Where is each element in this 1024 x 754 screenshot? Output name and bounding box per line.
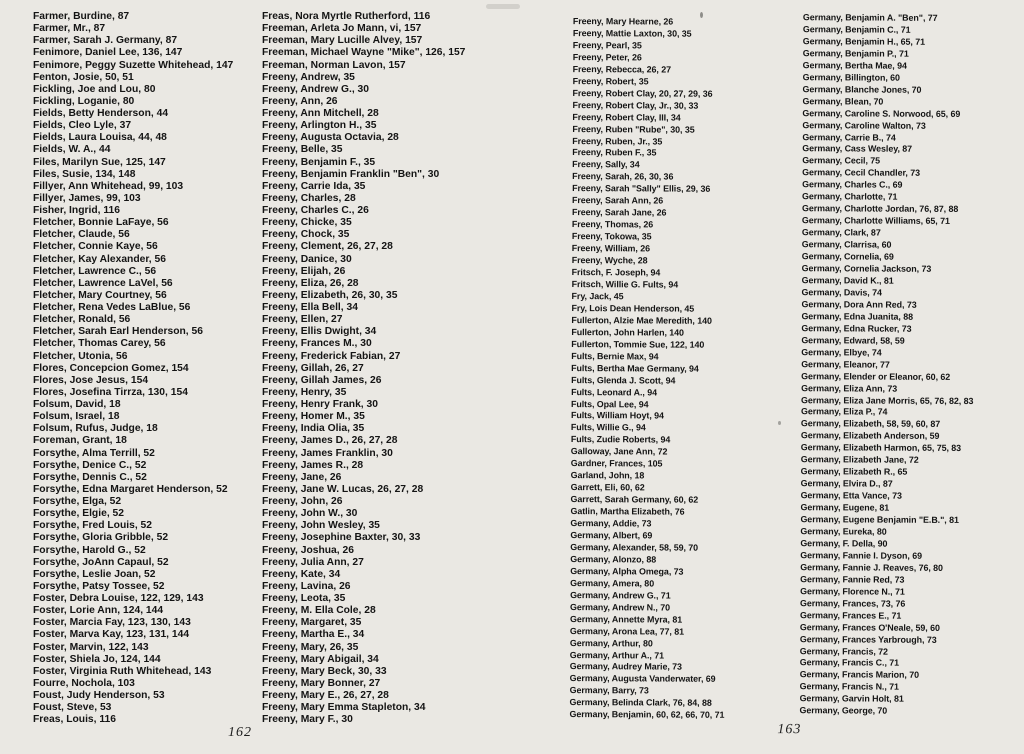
index-entry: Germany, Dora Ann Red, 73 xyxy=(801,299,917,310)
index-entry: Freeny, Danice, 30 xyxy=(262,253,352,265)
index-entry: Freeny, Clement, 26, 27, 28 xyxy=(262,241,393,253)
index-entry: Fletcher, Bonnie LaFaye, 56 xyxy=(33,217,169,229)
index-entry: Germany, Addie, 73 xyxy=(570,518,652,529)
index-entry: Freeny, Mary Emma Stapleton, 34 xyxy=(262,702,426,714)
index-entry: Fry, Lois Dean Henderson, 45 xyxy=(571,302,695,314)
index-entry: Forsythe, Alma Terrill, 52 xyxy=(33,447,155,459)
index-entry: Germany, Florence N., 71 xyxy=(800,585,905,597)
index-entry: Fillyer, Ann Whitehead, 99, 103 xyxy=(33,180,184,192)
index-entry: Freeny, Gillah, 26, 27 xyxy=(262,362,364,374)
index-entry: Germany, Carrie B., 74 xyxy=(802,131,896,143)
index-entry: Germany, Frances Yarbrough, 73 xyxy=(799,633,937,645)
index-entry: Germany, Cecil, 75 xyxy=(802,155,881,167)
index-entry: Forsythe, Fred Louis, 52 xyxy=(33,520,153,532)
index-entry: Freeny, Andrew, 35 xyxy=(262,71,355,83)
index-entry: Foster, Marva Kay, 123, 131, 144 xyxy=(33,629,190,641)
index-entry: Germany, Edna Juanita, 88 xyxy=(801,311,914,322)
index-entry: Germany, Elizabeth Harmon, 65, 75, 83 xyxy=(800,442,962,454)
index-entry: Freeny, Sarah Ann, 26 xyxy=(571,195,664,206)
index-entry: Freeny, Josephine Baxter, 30, 33 xyxy=(262,532,421,544)
index-entry: Farmer, Sarah J. Germany, 87 xyxy=(33,35,178,47)
index-entry: Fillyer, James, 99, 103 xyxy=(33,192,141,204)
index-entry: Freeny, James Franklin, 30 xyxy=(262,447,393,459)
index-entry: Germany, Charles C., 69 xyxy=(802,179,903,191)
index-entry: Germany, Caroline S. Norwood, 65, 69 xyxy=(802,107,961,119)
index-entry: Foster, Virginia Ruth Whitehead, 143 xyxy=(33,665,212,677)
index-entry: Garrett, Sarah Germany, 60, 62 xyxy=(570,494,699,505)
index-entry: Fullerton, Alzie Mae Meredith, 140 xyxy=(571,314,712,326)
index-entry: Fickling, Loganie, 80 xyxy=(33,95,135,107)
index-entry: Freeny, Mary, 26, 35 xyxy=(262,641,359,653)
index-entry: Freeny, Margaret, 35 xyxy=(262,617,362,629)
index-entry: Germany, Elizabeth, 58, 59, 60, 87 xyxy=(800,418,941,430)
index-entry: Freeny, Jane W. Lucas, 26, 27, 28 xyxy=(262,483,424,495)
index-entry: Freeny, Mary E., 26, 27, 28 xyxy=(262,690,389,701)
index-entry: Fickling, Joe and Lou, 80 xyxy=(33,83,156,95)
index-entry: Fults, Glenda J. Scott, 94 xyxy=(571,374,676,386)
index-entry: Fletcher, Claude, 56 xyxy=(33,229,130,241)
index-entry: Fields, Cleo Lyle, 37 xyxy=(33,120,132,132)
index-entry: Freeny, Charles, 28 xyxy=(262,192,356,204)
index-entry: Fletcher, Ronald, 56 xyxy=(33,314,131,326)
index-entry: Freeny, M. Ella Cole, 28 xyxy=(262,605,376,617)
index-entry: Freeny, Julia Ann, 27 xyxy=(262,556,364,568)
index-entry: Fletcher, Lawrence LaVel, 56 xyxy=(33,277,173,289)
index-entry: Freeny, Belle, 35 xyxy=(262,144,343,156)
index-entry: Germany, Frances E., 71 xyxy=(799,609,902,621)
index-entry: Forsythe, Dennis C., 52 xyxy=(33,471,147,483)
index-entry: Germany, Cornelia Jackson, 73 xyxy=(801,263,932,274)
index-entry: Germany, Clarrisa, 60 xyxy=(801,239,892,250)
index-entry: Fletcher, Mary Courtney, 56 xyxy=(33,289,167,301)
index-entry: Farmer, Mr., 87 xyxy=(33,23,106,35)
index-entry: Forsythe, Elga, 52 xyxy=(33,496,122,507)
index-entry: Germany, Eureka, 80 xyxy=(800,526,887,537)
index-entry: Germany, Cornelia, 69 xyxy=(801,251,894,262)
index-entry: Foreman, Grant, 18 xyxy=(33,435,127,447)
index-entry: Freeny, Ruben "Rube", 30, 35 xyxy=(572,123,695,135)
index-entry: Freeny, Chock, 35 xyxy=(262,229,350,241)
index-entry: Freeny, Thomas, 26 xyxy=(571,219,654,230)
index-entry: Germany, Edna Rucker, 73 xyxy=(801,322,912,334)
index-entry: Freeman, Arleta Jo Mann, vi, 157 xyxy=(262,23,422,35)
index-entry: Forsythe, Denice C., 52 xyxy=(33,459,147,471)
index-entry: Freeny, William, 26 xyxy=(571,243,651,254)
index-entry: Germany, Charlotte, 71 xyxy=(802,191,898,202)
index-entry: Foster, Lorie Ann, 124, 144 xyxy=(33,605,164,617)
index-entry: Germany, Arthur, 80 xyxy=(569,637,653,649)
index-entry: Freeny, Ella Bell, 34 xyxy=(262,302,358,313)
index-entry: Freeny, Ellen, 27 xyxy=(262,314,343,326)
index-entry: Foust, Judy Henderson, 53 xyxy=(33,690,165,701)
index-entry: Garrett, Eli, 60, 62 xyxy=(570,482,645,493)
index-column-4 xyxy=(799,12,975,718)
index-entry: Fletcher, Rena Vedes LaBlue, 56 xyxy=(33,302,191,313)
index-entry: Forsythe, Leslie Joan, 52 xyxy=(33,568,156,580)
index-entry: Germany, Cecil Chandler, 73 xyxy=(802,167,921,179)
index-entry: Germany, George, 70 xyxy=(799,705,888,716)
index-entry: Freeny, India Olia, 35 xyxy=(262,423,365,435)
index-entry: Freeny, Ruben, Jr., 35 xyxy=(572,135,663,147)
index-entry: Freeny, Ruben F., 35 xyxy=(572,147,657,158)
index-entry: Germany, Audrey Marie, 73 xyxy=(569,661,682,673)
index-entry: Germany, Francis, 72 xyxy=(799,645,888,657)
index-entry: Freeny, James D., 26, 27, 28 xyxy=(262,435,398,447)
index-entry: Fults, Opal Lee, 94 xyxy=(571,398,649,409)
index-entry: Germany, Benjamin, 60, 62, 66, 70, 71 xyxy=(569,709,725,721)
index-entry: Germany, Alpha Omega, 73 xyxy=(570,565,684,577)
index-entry: Fields, Betty Henderson, 44 xyxy=(33,108,169,119)
index-entry: Freeny, Eliza, 26, 28 xyxy=(262,277,359,289)
index-entry: Freeny, Frances M., 30 xyxy=(262,338,372,350)
index-entry: Fenimore, Daniel Lee, 136, 147 xyxy=(33,47,183,59)
index-entry: Flores, Josefina Tirrza, 130, 154 xyxy=(33,386,188,398)
index-entry: Freeny, Jane, 26 xyxy=(262,471,342,483)
index-entry: Freeny, Homer M., 35 xyxy=(262,411,365,423)
index-entry: Germany, Blanche Jones, 70 xyxy=(802,83,922,95)
index-entry: Fritsch, Willie G. Fults, 94 xyxy=(571,279,679,290)
index-entry: Fletcher, Connie Kaye, 56 xyxy=(33,241,158,253)
index-entry: Germany, Davis, 74 xyxy=(801,287,882,298)
index-entry: Freeny, John Wesley, 35 xyxy=(262,520,380,532)
index-entry: Fults, Zudie Roberts, 94 xyxy=(570,434,671,445)
index-entry: Germany, F. Della, 90 xyxy=(800,538,888,549)
index-entry: Files, Marilyn Sue, 125, 147 xyxy=(33,156,166,168)
index-entry: Germany, Clark, 87 xyxy=(801,227,881,238)
page-number-163: 163 xyxy=(777,722,802,738)
index-entry: Germany, Elbye, 74 xyxy=(801,346,882,358)
index-entry: Gardner, Frances, 105 xyxy=(570,458,663,469)
index-entry: Freeman, Michael Wayne "Mike", 126, 157 xyxy=(262,47,466,59)
index-entry: Fletcher, Thomas Carey, 56 xyxy=(33,338,166,350)
index-entry: Freeny, Pearl, 35 xyxy=(572,39,642,51)
index-entry: Freeny, Carrie Ida, 35 xyxy=(262,180,366,192)
index-entry: Freeny, Gillah James, 26 xyxy=(262,374,382,386)
index-entry: Germany, Charlotte Jordan, 76, 87, 88 xyxy=(801,203,959,215)
index-entry: Germany, Arona Lea, 77, 81 xyxy=(569,625,685,637)
index-entry: Germany, Francis Marion, 70 xyxy=(799,669,920,681)
index-entry: Germany, Arthur A., 71 xyxy=(569,649,665,661)
index-entry: Forsythe, JoAnn Capaul, 52 xyxy=(33,556,169,568)
index-entry: Germany, Benjamin H., 65, 71 xyxy=(802,36,926,47)
index-entry: Germany, Eleanor, 77 xyxy=(801,358,890,370)
index-entry: Freeny, Benjamin Franklin "Ben", 30 xyxy=(262,168,440,180)
index-entry: Germany, Francis C., 71 xyxy=(799,657,900,669)
index-entry: Fults, Bertha Mae Germany, 94 xyxy=(571,362,699,374)
index-entry: Germany, Elvira D., 87 xyxy=(800,478,893,489)
index-entry: Farmer, Burdine, 87 xyxy=(33,11,130,22)
index-entry: Garland, John, 18 xyxy=(570,470,645,481)
index-entry: Germany, Charlotte Williams, 65, 71 xyxy=(801,215,950,227)
index-entry: Freeny, Wyche, 28 xyxy=(571,255,648,266)
index-entry: Freeny, Charles C., 26 xyxy=(262,205,369,216)
index-entry: Freeny, Rebecca, 26, 27 xyxy=(572,63,672,75)
index-entry: Fletcher, Lawrence C., 56 xyxy=(33,265,157,277)
index-entry: Fritsch, F. Joseph, 94 xyxy=(571,267,661,278)
index-entry: Freeny, Chicke, 35 xyxy=(262,217,352,229)
index-entry: Germany, Elizabeth Jane, 72 xyxy=(800,454,919,466)
index-entry: Files, Susie, 134, 148 xyxy=(33,168,136,180)
index-entry: Germany, Belinda Clark, 76, 84, 88 xyxy=(569,697,712,709)
index-entry: Germany, Frances, 73, 76 xyxy=(800,597,906,609)
index-entry: Folsum, Rufus, Judge, 18 xyxy=(33,423,158,435)
index-entry: Forsythe, Elgie, 52 xyxy=(33,508,124,520)
index-entry: Germany, Eliza Ann, 73 xyxy=(801,382,898,394)
index-entry: Freeny, Lavina, 26 xyxy=(262,580,351,592)
index-entry: Fults, Leonard A., 94 xyxy=(571,386,658,398)
index-entry: Fletcher, Sarah Earl Henderson, 56 xyxy=(33,326,203,338)
index-entry: Forsythe, Gloria Gribble, 52 xyxy=(33,532,169,544)
index-entry: Germany, Andrew N., 70 xyxy=(570,601,671,613)
index-entry: Flores, Concepcion Gomez, 154 xyxy=(33,362,189,374)
index-entry: Germany, Bertha Mae, 94 xyxy=(802,59,907,71)
index-entry: Freeny, Ann Mitchell, 28 xyxy=(262,108,379,119)
index-entry: Freas, Nora Myrtle Rutherford, 116 xyxy=(262,11,431,22)
index-entry: Freeny, Robert, 35 xyxy=(572,75,649,87)
index-entry: Germany, Augusta Vanderwater, 69 xyxy=(569,673,716,685)
index-entry: Germany, Benjamin P., 71 xyxy=(802,48,909,59)
index-entry: Germany, Amera, 80 xyxy=(570,577,655,589)
index-entry: Germany, Benjamin C., 71 xyxy=(802,24,911,35)
index-entry: Fults, Bernie Max, 94 xyxy=(571,350,659,362)
index-entry: Germany, Elizabeth R., 65 xyxy=(800,466,908,477)
index-entry: Freeny, Ellis Dwight, 34 xyxy=(262,326,377,338)
index-entry: Germany, Andrew G., 71 xyxy=(570,589,671,601)
index-entry: Freeny, James R., 28 xyxy=(262,459,364,471)
index-entry: Fletcher, Kay Alexander, 56 xyxy=(33,253,166,265)
index-entry: Freeny, Mary Bonner, 27 xyxy=(262,677,381,689)
index-entry: Germany, Fannie J. Reaves, 76, 80 xyxy=(800,562,943,573)
index-entry: Germany, Alonzo, 88 xyxy=(570,553,657,565)
index-entry: Germany, Elizabeth Anderson, 59 xyxy=(800,430,940,442)
index-entry: Germany, Etta Vance, 73 xyxy=(800,490,902,501)
index-entry: Germany, Billington, 60 xyxy=(802,71,900,83)
index-entry: Germany, Alexander, 58, 59, 70 xyxy=(570,541,699,553)
index-entry: Germany, Cass Wesley, 87 xyxy=(802,143,913,155)
index-entry: Freeny, Mary Beck, 30, 33 xyxy=(262,665,387,677)
index-entry: Freeny, Henry Frank, 30 xyxy=(262,399,378,410)
index-entry: Foster, Marvin, 122, 143 xyxy=(33,641,149,653)
index-entry: Germany, Benjamin A. "Ben", 77 xyxy=(802,12,938,23)
index-entry: Fletcher, Utonia, 56 xyxy=(33,350,128,362)
index-entry: Freeny, Arlington H., 35 xyxy=(262,120,377,132)
index-entry: Fenimore, Peggy Suzette Whitehead, 147 xyxy=(33,59,234,71)
index-entry: Germany, Eugene Benjamin "E.B.", 81 xyxy=(800,514,959,525)
index-entry: Germany, David K., 81 xyxy=(801,275,894,286)
index-entry: Germany, Eliza Jane Morris, 65, 76, 82, 83 xyxy=(801,394,974,406)
index-entry: Freeman, Mary Lucille Alvey, 157 xyxy=(262,35,423,47)
index-entry: Germany, Elender or Eleanor, 60, 62 xyxy=(801,370,951,382)
index-entry: Freeny, Robert Clay, Jr., 30, 33 xyxy=(572,99,699,111)
index-entry: Forsythe, Patsy Tossee, 52 xyxy=(33,580,165,592)
index-entry: Forsythe, Harold G., 52 xyxy=(33,544,146,556)
index-entry: Freeny, Augusta Octavia, 28 xyxy=(262,132,399,144)
index-entry: Freeny, Joshua, 26 xyxy=(262,544,354,556)
index-entry: Fields, Laura Louisa, 44, 48 xyxy=(33,132,167,144)
scan-speck xyxy=(778,421,781,425)
index-entry: Freeny, Ann, 26 xyxy=(262,95,338,107)
index-entry: Foster, Marcia Fay, 123, 130, 143 xyxy=(33,617,191,629)
page-number-162: 162 xyxy=(228,725,252,740)
index-entry: Freeny, Leota, 35 xyxy=(262,593,346,604)
scan-speck xyxy=(700,12,703,18)
index-entry: Freas, Louis, 116 xyxy=(33,714,116,726)
index-entry: Germany, Caroline Walton, 73 xyxy=(802,119,926,131)
index-entry: Freeny, Robert Clay, III, 34 xyxy=(572,111,681,123)
index-entry: Freeny, Frederick Fabian, 27 xyxy=(262,350,401,362)
index-entry: Forsythe, Edna Margaret Henderson, 52 xyxy=(33,483,228,495)
index-entry: Gatlin, Martha Elizabeth, 76 xyxy=(570,506,685,517)
index-entry: Germany, Blean, 70 xyxy=(802,95,884,107)
index-entry: Freeny, Kate, 34 xyxy=(262,568,341,580)
index-entry: Germany, Barry, 73 xyxy=(569,685,649,696)
index-entry: Freeny, Martha E., 34 xyxy=(262,629,365,641)
index-entry: Germany, Eugene, 81 xyxy=(800,502,890,513)
index-entry: Freeman, Norman Lavon, 157 xyxy=(262,59,406,71)
index-entry: Germany, Eliza P., 74 xyxy=(800,406,888,418)
index-entry: Freeny, Peter, 26 xyxy=(572,51,642,63)
index-entry: Freeny, Andrew G., 30 xyxy=(262,83,370,95)
index-entry: Freeny, Tokowa, 35 xyxy=(571,231,652,242)
index-entry: Freeny, John, 26 xyxy=(262,496,343,507)
index-entry: Freeny, John W., 30 xyxy=(262,508,358,520)
index-entry: Germany, Albert, 69 xyxy=(570,530,653,541)
index-entry: Folsum, David, 18 xyxy=(33,399,121,410)
index-entry: Folsum, Israel, 18 xyxy=(33,411,120,423)
index-entry: Fullerton, Tommie Sue, 122, 140 xyxy=(571,338,705,350)
index-entry: Fullerton, John Harlen, 140 xyxy=(571,326,684,338)
index-entry: Freeny, Robert Clay, 20, 27, 29, 36 xyxy=(572,87,713,99)
index-column-3 xyxy=(569,16,727,722)
index-entry: Foster, Shiela Jo, 124, 144 xyxy=(33,653,161,665)
index-entry: Freeny, Mary Abigail, 34 xyxy=(262,653,379,665)
index-entry: Fults, William Hoyt, 94 xyxy=(570,410,664,421)
index-entry: Fourre, Nochola, 103 xyxy=(33,677,135,689)
index-entry: Germany, Francis N., 71 xyxy=(799,681,899,693)
index-entry: Freeny, Sarah "Sally" Ellis, 29, 36 xyxy=(572,183,711,195)
index-entry: Freeny, Sally, 34 xyxy=(572,159,640,170)
index-entry: Freeny, Sarah, 26, 30, 36 xyxy=(572,171,674,182)
index-entry: Flores, Jose Jesus, 154 xyxy=(33,374,149,386)
index-entry: Germany, Frances O'Neale, 59, 60 xyxy=(799,621,940,633)
index-entry: Germany, Fannie Red, 73 xyxy=(800,573,905,585)
index-entry: Freeny, Mary F., 30 xyxy=(262,714,353,726)
index-entry: Galloway, Jane Ann, 72 xyxy=(570,446,668,457)
index-entry: Fisher, Ingrid, 116 xyxy=(33,205,120,216)
index-entry: Fenton, Josie, 50, 51 xyxy=(33,71,134,83)
scan-speck xyxy=(486,4,520,9)
index-entry: Fields, W. A., 44 xyxy=(33,144,111,156)
index-entry: Fults, Willie G., 94 xyxy=(570,422,646,433)
index-entry: Germany, Edward, 58, 59 xyxy=(801,334,905,346)
index-entry: Freeny, Mary Hearne, 26 xyxy=(572,16,674,27)
index-entry: Freeny, Benjamin F., 35 xyxy=(262,156,376,168)
index-entry: Germany, Annette Myra, 81 xyxy=(569,613,683,625)
index-entry: Foster, Debra Louise, 122, 129, 143 xyxy=(33,593,204,604)
index-entry: Foust, Steve, 53 xyxy=(33,702,112,714)
index-entry: Germany, Fannie I. Dyson, 69 xyxy=(800,550,923,561)
index-entry: Freeny, Mattie Laxton, 30, 35 xyxy=(572,28,692,39)
index-entry: Freeny, Elizabeth, 26, 30, 35 xyxy=(262,289,398,301)
index-entry: Germany, Garvin Holt, 81 xyxy=(799,693,904,705)
index-entry: Freeny, Henry, 35 xyxy=(262,386,347,398)
index-entry: Freeny, Elijah, 26 xyxy=(262,265,346,277)
index-entry: Fry, Jack, 45 xyxy=(571,290,624,302)
index-entry: Freeny, Sarah Jane, 26 xyxy=(571,207,667,218)
